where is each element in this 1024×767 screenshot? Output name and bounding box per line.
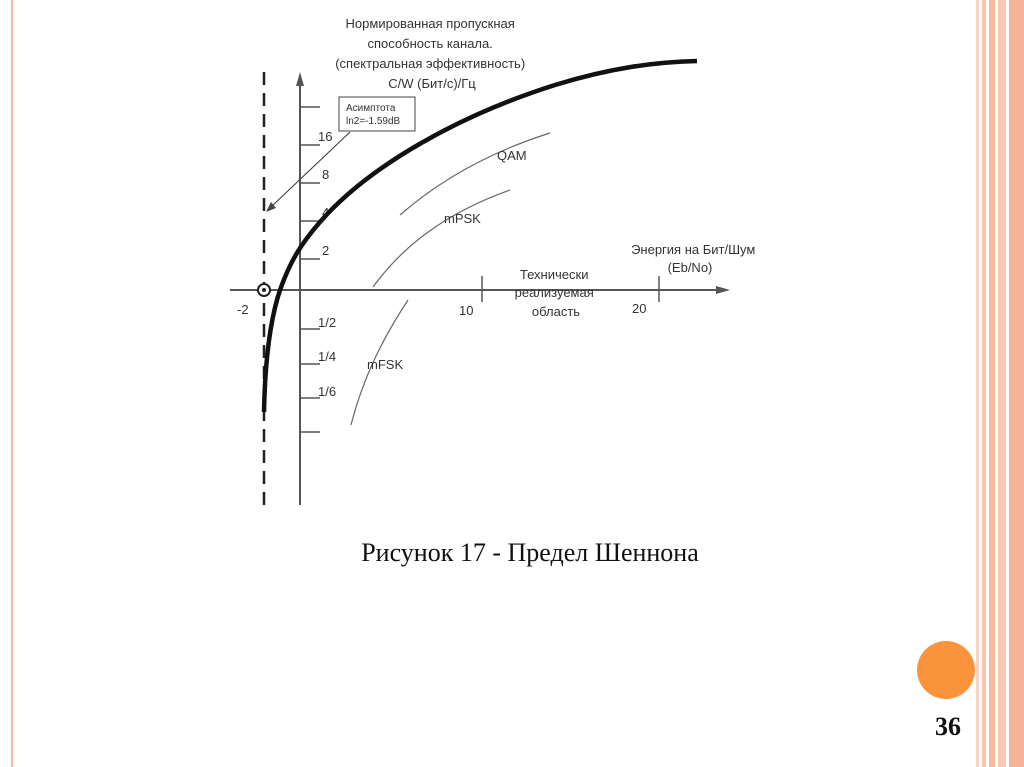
- y-tick-label: 1/4: [318, 349, 337, 364]
- y-axis-ticks: [300, 107, 320, 432]
- y-tick-label: 1/2: [318, 315, 337, 330]
- x-axis-title-line: Энергия на Бит/Шум: [631, 242, 756, 257]
- qam-curve: [400, 133, 550, 215]
- page-number: 36: [935, 712, 961, 741]
- y-tick-label: 8: [322, 167, 330, 182]
- region-label-line: область: [531, 304, 581, 319]
- y-tick-label: 16: [318, 129, 333, 144]
- y-tick-label: 1/6: [318, 384, 337, 399]
- x-tick-label: -2: [237, 302, 249, 317]
- asymptote-point-center: [262, 288, 266, 292]
- y-axis-arrowhead: [296, 72, 304, 86]
- y-tick-label: 2: [322, 243, 330, 258]
- y-axis-title-line: C/W (Бит/с)/Гц: [388, 76, 476, 91]
- region-label-line: Технически: [519, 267, 589, 282]
- x-tick-label: 10: [459, 303, 474, 318]
- figure-caption: Рисунок 17 - Предел Шеннона: [361, 538, 699, 567]
- mpsk-label: mPSK: [444, 211, 481, 226]
- mpsk-curve: [373, 190, 510, 287]
- y-axis-title-line: Нормированная пропускная: [345, 16, 515, 31]
- asymptote-box-line: Асимптота: [346, 103, 396, 114]
- x-axis-title: [631, 242, 759, 275]
- feasible-region-label: [515, 267, 598, 319]
- qam-label: QAM: [497, 148, 527, 163]
- mfsk-label: mFSK: [367, 357, 404, 372]
- page-indicator-dot: [917, 641, 975, 699]
- y-axis-title-line: (спектральная эффективность): [335, 56, 526, 71]
- region-label-line: реализуемая: [514, 285, 594, 300]
- x-axis-title-line: (Eb/No): [667, 260, 713, 275]
- x-tick-label: 20: [632, 301, 647, 316]
- y-axis-title-line: способность канала.: [367, 36, 493, 51]
- y-axis-title: [335, 16, 529, 91]
- asymptote-pointer: [272, 132, 350, 206]
- asymptote-box-line: ln2=-1.59dB: [346, 116, 401, 127]
- x-axis-arrowhead: [716, 286, 730, 294]
- y-tick-label: 4: [322, 205, 330, 220]
